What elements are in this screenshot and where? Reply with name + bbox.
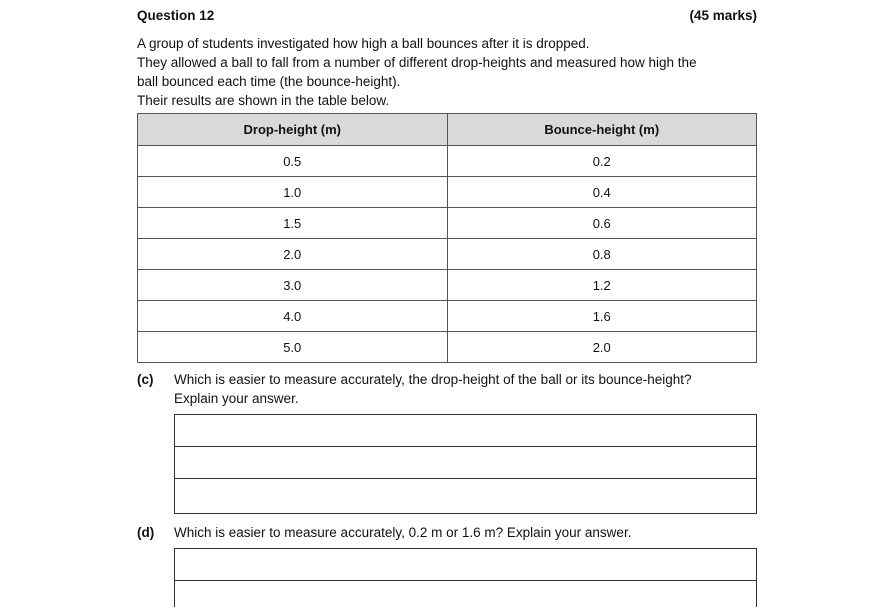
part-d-label: (d)	[137, 525, 155, 540]
part-d-question	[174, 523, 757, 542]
drop-height-cell: 2.0	[138, 239, 448, 270]
part-c-line: Explain your answer.	[174, 391, 299, 406]
drop-height-cell: 5.0	[138, 332, 448, 363]
header-drop-height: Drop-height (m)	[138, 114, 448, 146]
bounce-height-cell: 0.2	[447, 146, 757, 177]
drop-height-cell: 4.0	[138, 301, 448, 332]
drop-height-cell: 0.5	[138, 146, 448, 177]
bounce-height-cell: 0.8	[447, 239, 757, 270]
question-marks: (45 marks)	[689, 8, 757, 23]
table-row	[138, 239, 757, 270]
header-bounce-height: Bounce-height (m)	[447, 114, 757, 146]
question-intro	[137, 34, 757, 110]
results-table	[137, 113, 757, 363]
intro-line: Their results are shown in the table below.	[137, 93, 390, 108]
bounce-height-cell: 0.6	[447, 208, 757, 239]
part-c-label: (c)	[137, 372, 154, 387]
part-c-answer-box[interactable]	[174, 414, 757, 514]
answer-line[interactable]	[175, 415, 756, 447]
answer-line[interactable]	[175, 479, 756, 513]
table-row	[138, 146, 757, 177]
answer-line[interactable]	[175, 447, 756, 479]
table-row	[138, 270, 757, 301]
part-c-line: Which is easier to measure accurately, the drop-height of the ball or its bounce-height?	[174, 372, 692, 387]
part-d-line: Which is easier to measure accurately, 0.2 m or 1.6 m? Explain your answer.	[174, 525, 632, 540]
question-header	[137, 8, 757, 26]
drop-height-cell: 3.0	[138, 270, 448, 301]
bounce-height-cell: 2.0	[447, 332, 757, 363]
part-c-question	[174, 370, 757, 408]
intro-line: A group of students investigated how high a ball bounces after it is dropped.	[137, 36, 590, 51]
table-row	[138, 332, 757, 363]
intro-line: They allowed a ball to fall from a number of different drop-heights and measured how high the	[137, 55, 697, 70]
intro-line: ball bounced each time (the bounce-height).	[137, 74, 401, 89]
question-title: Question 12	[137, 8, 215, 23]
part-d-answer-box[interactable]	[174, 548, 757, 607]
bounce-height-cell: 0.4	[447, 177, 757, 208]
drop-height-cell: 1.5	[138, 208, 448, 239]
bounce-height-cell: 1.2	[447, 270, 757, 301]
answer-line[interactable]	[175, 549, 756, 581]
table-header-row	[138, 114, 757, 146]
answer-line[interactable]	[175, 581, 756, 608]
bounce-height-cell: 1.6	[447, 301, 757, 332]
drop-height-cell: 1.0	[138, 177, 448, 208]
table-row	[138, 208, 757, 239]
table-row	[138, 301, 757, 332]
table-row	[138, 177, 757, 208]
